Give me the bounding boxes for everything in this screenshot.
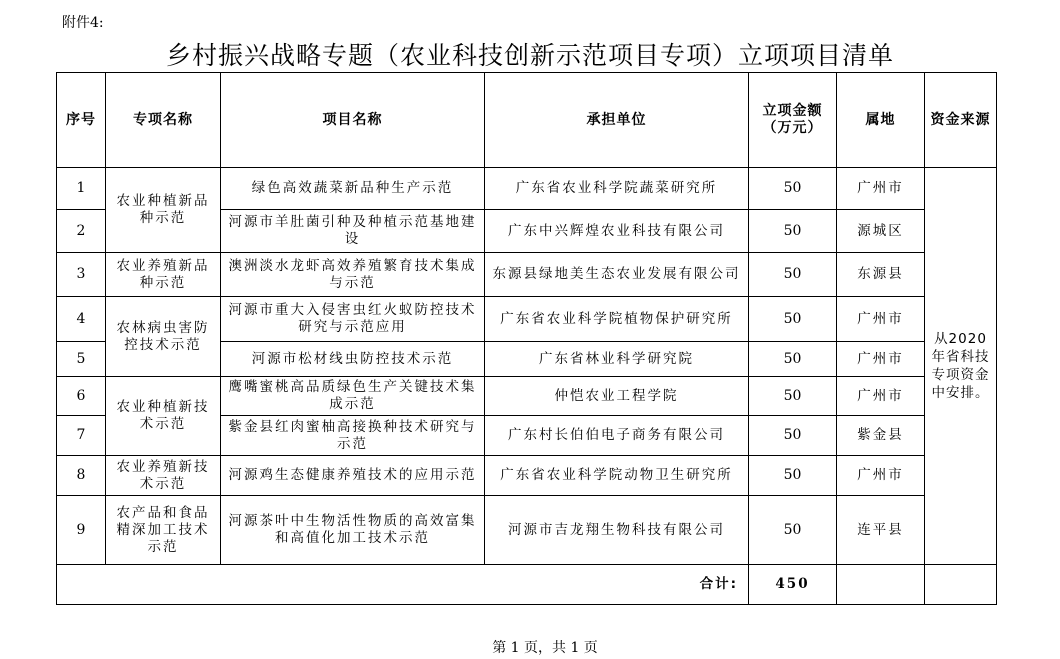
- table-row: [57, 168, 997, 210]
- amount: 50: [749, 210, 837, 253]
- location: 广州市: [837, 342, 925, 377]
- header-amount: 立项金额（万元）: [749, 73, 837, 168]
- amount: 50: [749, 342, 837, 377]
- unit-name: 广东省林业科学研究院: [485, 342, 749, 377]
- project-name: 河源市松材线虫防控技术示范: [221, 342, 485, 377]
- header-no: 序号: [57, 73, 106, 168]
- table-row: [57, 297, 997, 342]
- location: 广州市: [837, 297, 925, 342]
- header-location: 属地: [837, 73, 925, 168]
- row-no: 7: [57, 416, 106, 456]
- row-no: 5: [57, 342, 106, 377]
- funding-source: 从2020年省科技专项资金中安排。: [925, 168, 997, 565]
- table-row: [57, 496, 997, 565]
- row-no: 6: [57, 377, 106, 416]
- unit-name: 广东省农业科学院蔬菜研究所: [485, 168, 749, 210]
- row-no: 8: [57, 456, 106, 496]
- header-source: 资金来源: [925, 73, 997, 168]
- row-no: 4: [57, 297, 106, 342]
- unit-name: 广东省农业科学院植物保护研究所: [485, 297, 749, 342]
- category-cell: 农产品和食品精深加工技术示范: [106, 496, 221, 565]
- category-cell: 农业种植新品种示范: [106, 168, 221, 253]
- project-name: 紫金县红肉蜜柚高接换种技术研究与示范: [221, 416, 485, 456]
- category-cell: 农业养殖新技术示范: [106, 456, 221, 496]
- attachment-label: 附件4:: [62, 15, 104, 31]
- location: 东源县: [837, 253, 925, 297]
- table-row: [57, 456, 997, 496]
- unit-name: 广东省农业科学院动物卫生研究所: [485, 456, 749, 496]
- unit-name: 广东村长伯伯电子商务有限公司: [485, 416, 749, 456]
- amount: 50: [749, 168, 837, 210]
- header-unit: 承担单位: [485, 73, 749, 168]
- total-empty-source: [925, 565, 997, 605]
- location: 紫金县: [837, 416, 925, 456]
- amount: 50: [749, 456, 837, 496]
- header-category: 专项名称: [106, 73, 221, 168]
- row-no: 3: [57, 253, 106, 297]
- total-label: 合计:: [57, 565, 749, 605]
- amount: 50: [749, 297, 837, 342]
- total-value: 450: [749, 565, 837, 605]
- table-row: [57, 377, 997, 416]
- location: 广州市: [837, 377, 925, 416]
- unit-name: 仲恺农业工程学院: [485, 377, 749, 416]
- total-row: [57, 565, 997, 605]
- project-list-table: [56, 72, 997, 605]
- location: 源城区: [837, 210, 925, 253]
- project-name: 河源茶叶中生物活性物质的高效富集和高值化加工技术示范: [221, 496, 485, 565]
- table-row: [57, 253, 997, 297]
- document-title: 乡村振兴战略专题（农业科技创新示范项目专项）立项项目清单: [165, 41, 894, 70]
- project-name: 澳洲淡水龙虾高效养殖繁育技术集成与示范: [221, 253, 485, 297]
- page-footer: 第 1 页，共 1 页: [492, 640, 598, 656]
- category-cell: 农业养殖新品种示范: [106, 253, 221, 297]
- project-name: 河源鸡生态健康养殖技术的应用示范: [221, 456, 485, 496]
- category-cell: 农林病虫害防控技术示范: [106, 297, 221, 377]
- row-no: 2: [57, 210, 106, 253]
- unit-name: 河源市吉龙翔生物科技有限公司: [485, 496, 749, 565]
- table-header-row: [57, 73, 997, 168]
- header-project: 项目名称: [221, 73, 485, 168]
- location: 广州市: [837, 168, 925, 210]
- project-name: 绿色高效蔬菜新品种生产示范: [221, 168, 485, 210]
- total-empty-location: [837, 565, 925, 605]
- amount: 50: [749, 496, 837, 565]
- project-name: 河源市重大入侵害虫红火蚁防控技术研究与示范应用: [221, 297, 485, 342]
- unit-name: 广东中兴辉煌农业科技有限公司: [485, 210, 749, 253]
- category-cell: 农业种植新技术示范: [106, 377, 221, 456]
- location: 连平县: [837, 496, 925, 565]
- project-name: 河源市羊肚菌引种及种植示范基地建设: [221, 210, 485, 253]
- amount: 50: [749, 377, 837, 416]
- row-no: 9: [57, 496, 106, 565]
- location: 广州市: [837, 456, 925, 496]
- row-no: 1: [57, 168, 106, 210]
- amount: 50: [749, 253, 837, 297]
- project-name: 鹰嘴蜜桃高品质绿色生产关键技术集成示范: [221, 377, 485, 416]
- amount: 50: [749, 416, 837, 456]
- unit-name: 东源县绿地美生态农业发展有限公司: [485, 253, 749, 297]
